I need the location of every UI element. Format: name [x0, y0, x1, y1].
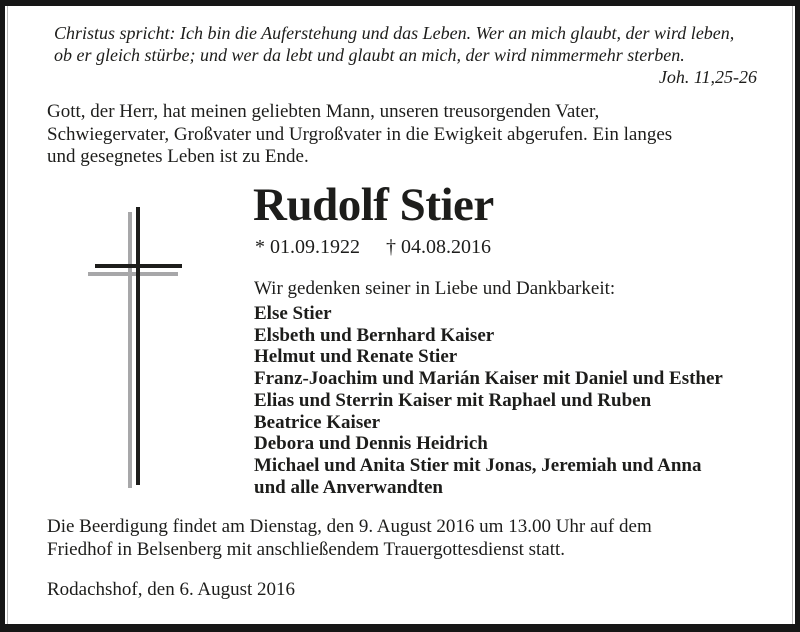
bible-quote-line-1: Christus spricht: Ich bin die Auferstehung und das Leben. Wer an mich glaubt, der wird leben, — [54, 23, 735, 43]
bible-quote-line-2: ob er gleich stürbe; und wer da lebt und glaubt an mich, der wird nimmermehr sterben. — [54, 45, 685, 65]
mourner-row: Else Stier — [254, 303, 332, 324]
bible-reference: Joh. 11,25-26 — [658, 67, 757, 87]
funeral-info — [47, 516, 652, 561]
place-date-line: Rodachshof, den 6. August 2016 — [47, 579, 296, 600]
deceased-name: Rudolf Stier — [253, 179, 494, 231]
mourner-row: Elsbeth und Bernhard Kaiser — [254, 324, 495, 346]
mourner-row: Franz-Joachim und Marián Kaiser mit Daniel und Esther — [254, 368, 723, 390]
birth-date: * 01.09.1922 — [255, 236, 360, 258]
intro-paragraph — [47, 101, 672, 169]
mourner-row: Beatrice Kaiser — [254, 411, 381, 433]
mourner-row: Michael und Anita Stier mit Jonas, Jeremiah und Anna — [254, 454, 702, 476]
mourner-row: Helmut und Renate Stier — [254, 346, 458, 368]
cross-horizontal-gray-bar — [88, 272, 178, 276]
remembrance-line: Wir gedenken seiner in Liebe und Dankbarkeit: — [254, 278, 616, 299]
right-column-rule — [792, 6, 793, 624]
intro-line-1: Gott, der Herr, hat meinen geliebten Mann, unseren treusorgenden Vater, — [47, 101, 600, 122]
mourners-list — [254, 303, 723, 498]
cross-vertical-black-bar — [136, 207, 140, 485]
mourner-row: Debora und Dennis Heidrich — [254, 433, 488, 455]
mourner-row: und alle Anverwandten — [254, 476, 443, 498]
intro-line-3: und gesegnetes Leben ist zu Ende. — [47, 146, 309, 167]
left-column-rule — [7, 6, 8, 624]
cross-vertical-gray-bar — [128, 212, 132, 488]
mourner-row: Elias und Sterrin Kaiser mit Raphael und Ruben — [254, 389, 652, 411]
funeral-info-line-2: Friedhof in Belsenberg mit anschließendem Trauergottesdienst statt. — [47, 538, 566, 560]
death-date: † 04.08.2016 — [386, 236, 491, 258]
funeral-info-line-1: Die Beerdigung findet am Dienstag, den 9. August 2016 um 13.00 Uhr auf dem — [47, 516, 652, 537]
bible-quote — [54, 22, 757, 88]
intro-line-2: Schwiegervater, Großvater und Urgroßvater in die Ewigkeit abgerufen. Ein langes — [47, 123, 673, 145]
life-dates — [255, 236, 491, 259]
